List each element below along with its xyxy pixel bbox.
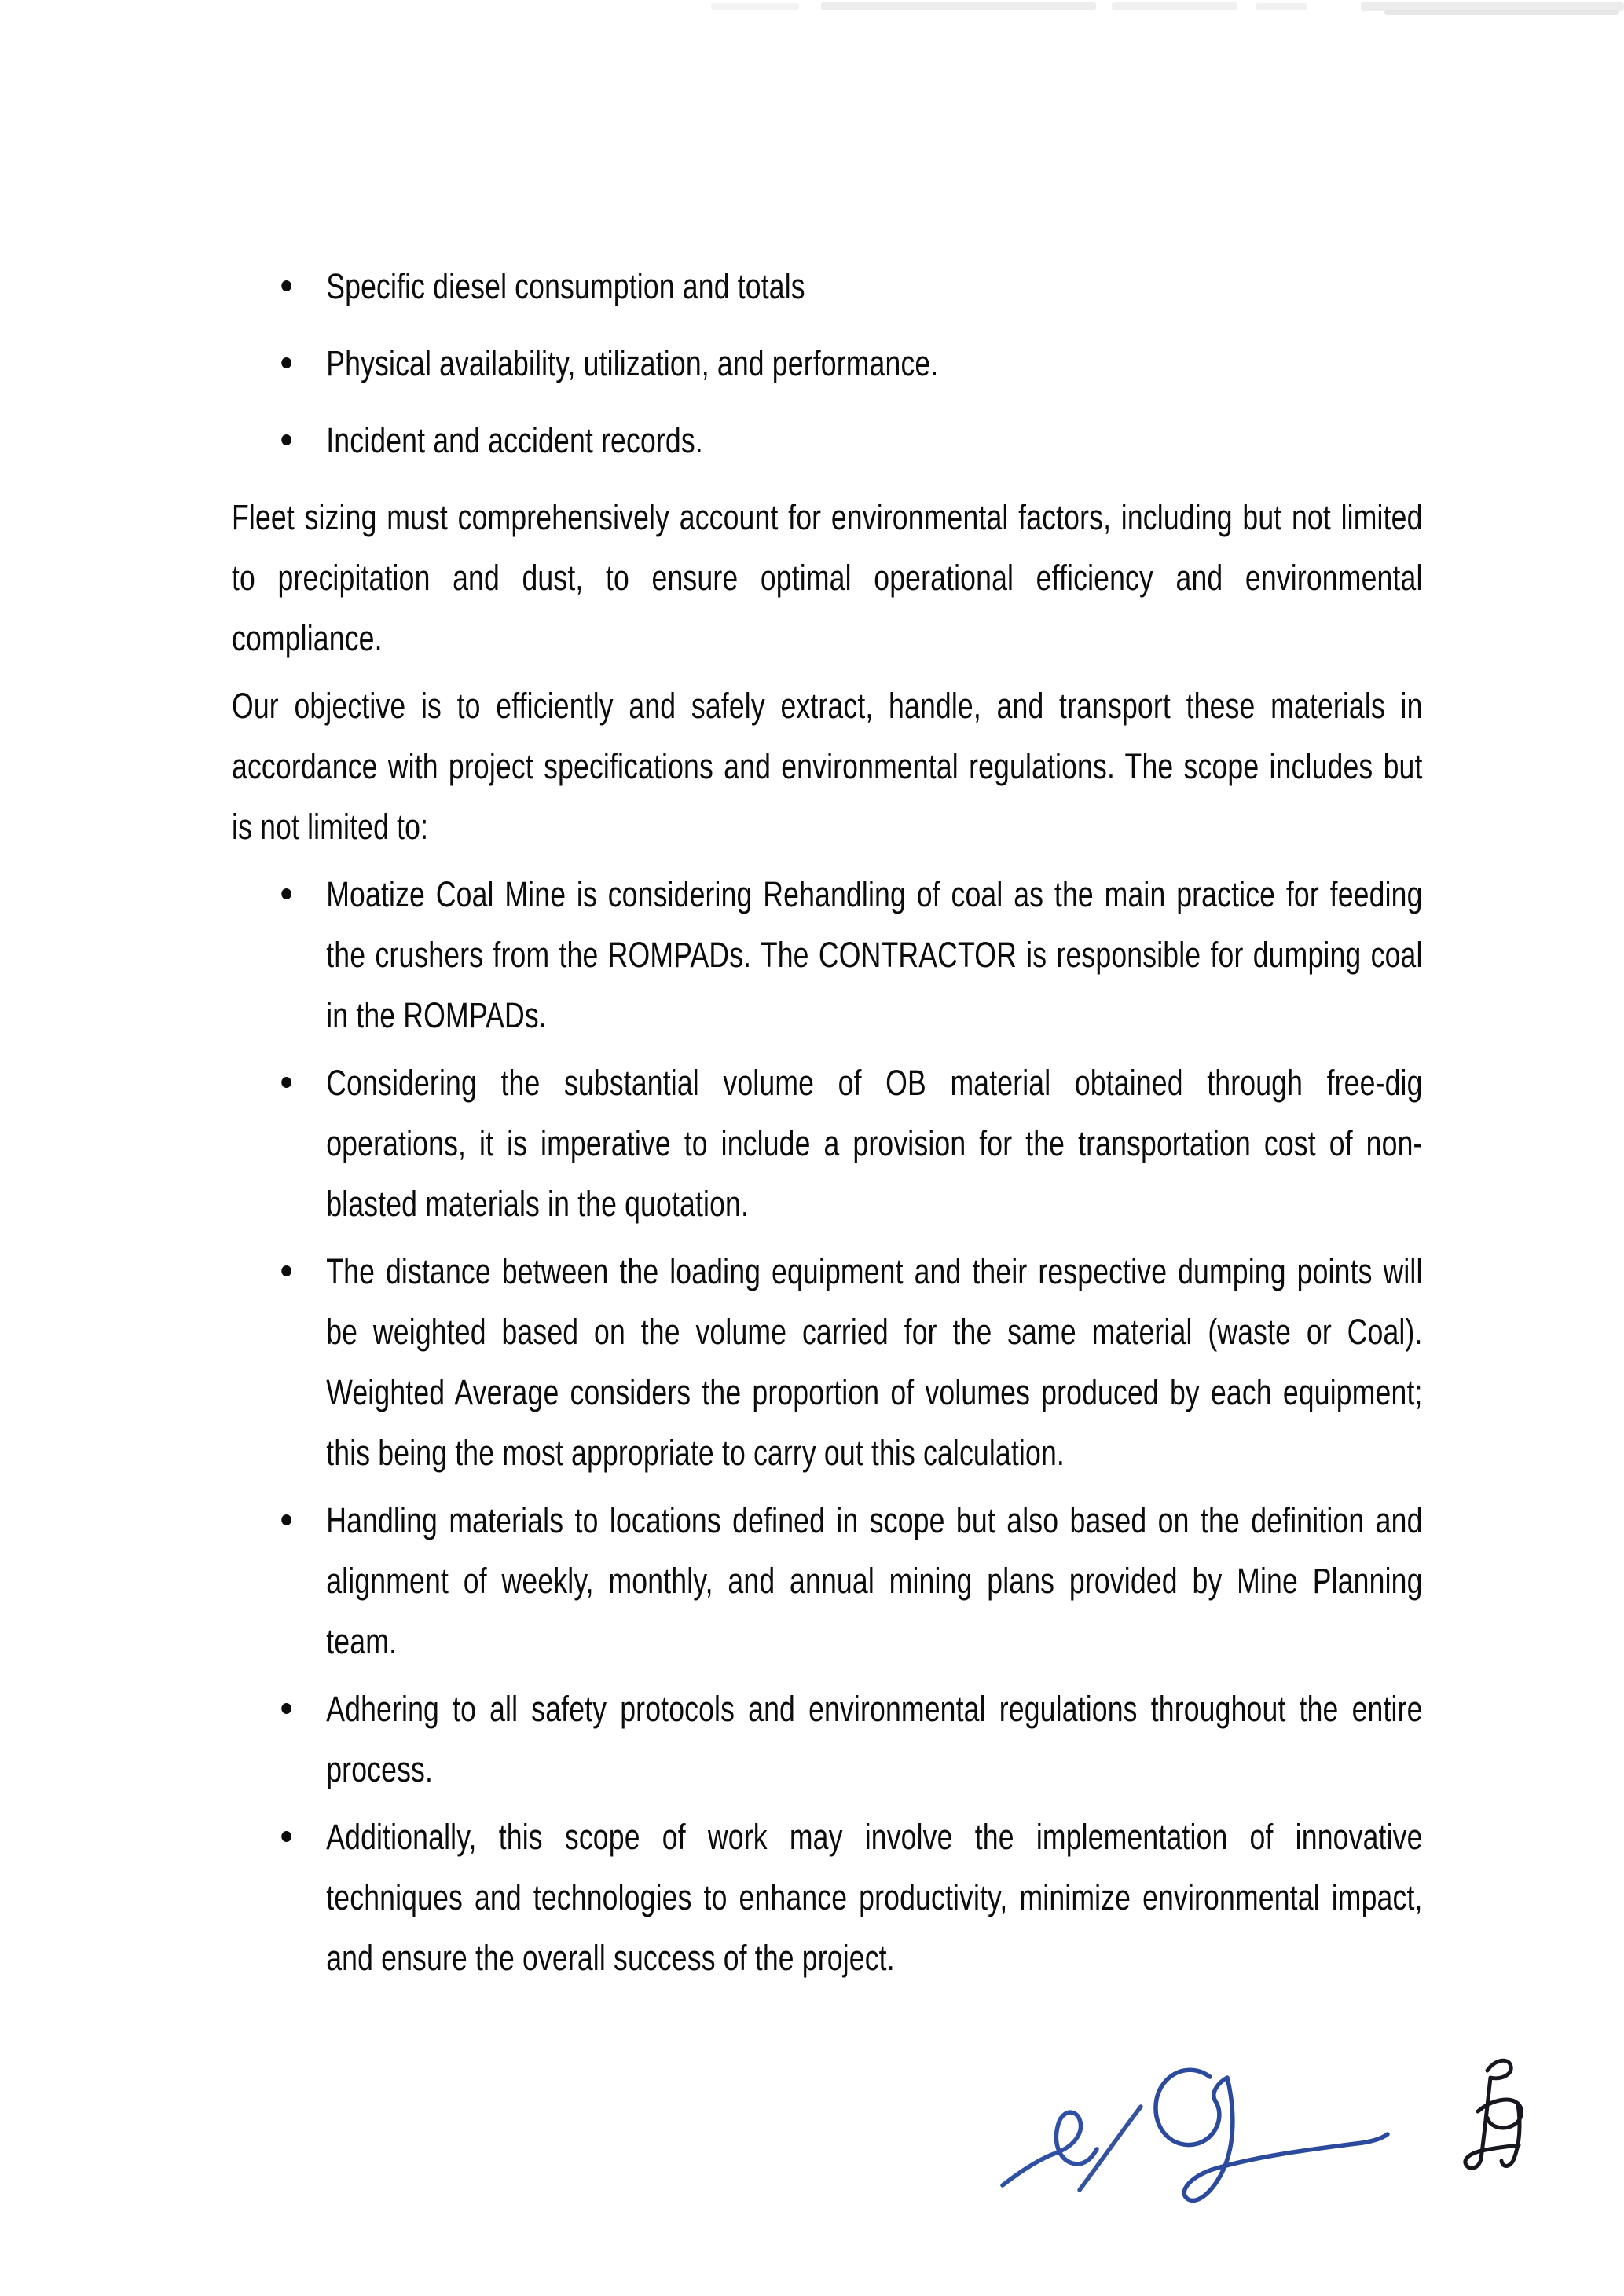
scan-artifact-segment [1384, 10, 1619, 15]
scan-artifact-segment [1112, 2, 1237, 10]
scan-artifact-segment [711, 3, 799, 10]
list-item-safety-protocols: Adhering to all safety protocols and environmental regulations throughout the entire process. [326, 1679, 1422, 1800]
paragraph-fleet-sizing: Fleet sizing must comprehensively account for environmental factors, including but not limited to precipitation and dust, to ensure optimal operational efficiency and environmental compliance. [232, 497, 1423, 658]
scope-of-work-list [232, 864, 1423, 1988]
list-item-physical-availability: Physical availability, utilization, and performance. [326, 333, 1422, 394]
document-content [232, 256, 1423, 1995]
list-item-weighted-distance: The distance between the loading equipment and their respective dumping points will be weighted based on the volume carried for the same material (waste or Coal). Weighted Average considers the proportion of volumes produced by each equipment; this being the most appropriate to carry out this calculation. [326, 1241, 1422, 1483]
list-item-ob-material: Considering the substantial volume of OB material obtained through free-dig operations, it is imperative to include a provision for the transportation cost of non-blasted materials in the quotation. [326, 1053, 1422, 1234]
list-item-diesel-consumption: Specific diesel consumption and totals [326, 256, 1422, 317]
list-item-rehandling-coal: Moatize Coal Mine is considering Rehandling of coal as the main practice for feeding the crushers from the ROMPADs. The CONTRACTOR is responsible for dumping coal in the ROMPADs. [326, 864, 1422, 1045]
reporting-metrics-list [232, 256, 1423, 471]
list-item-incident-records: Incident and accident records. [326, 410, 1422, 471]
signature-black-ink [1440, 2049, 1542, 2182]
list-item-handling-materials: Handling materials to locations defined in scope but also based on the definition and alignment of weekly, monthly, and annual mining plans provided by Mine Planning team. [326, 1490, 1422, 1672]
paragraph-objective: Our objective is to efficiently and safely extract, handle, and transport these materials in accordance with project specifications and environmental regulations. The scope includes but is not limited to: [232, 686, 1423, 847]
signature-blue-ink [996, 2056, 1424, 2225]
scan-artifact-segment [821, 2, 1096, 10]
list-item-innovative-techniques: Additionally, this scope of work may involve the implementation of innovative techniques and technologies to enhance productivity, minimize environmental impact, and ensure the overall success of the project. [326, 1807, 1422, 1988]
scan-artifact-segment [1256, 3, 1307, 10]
